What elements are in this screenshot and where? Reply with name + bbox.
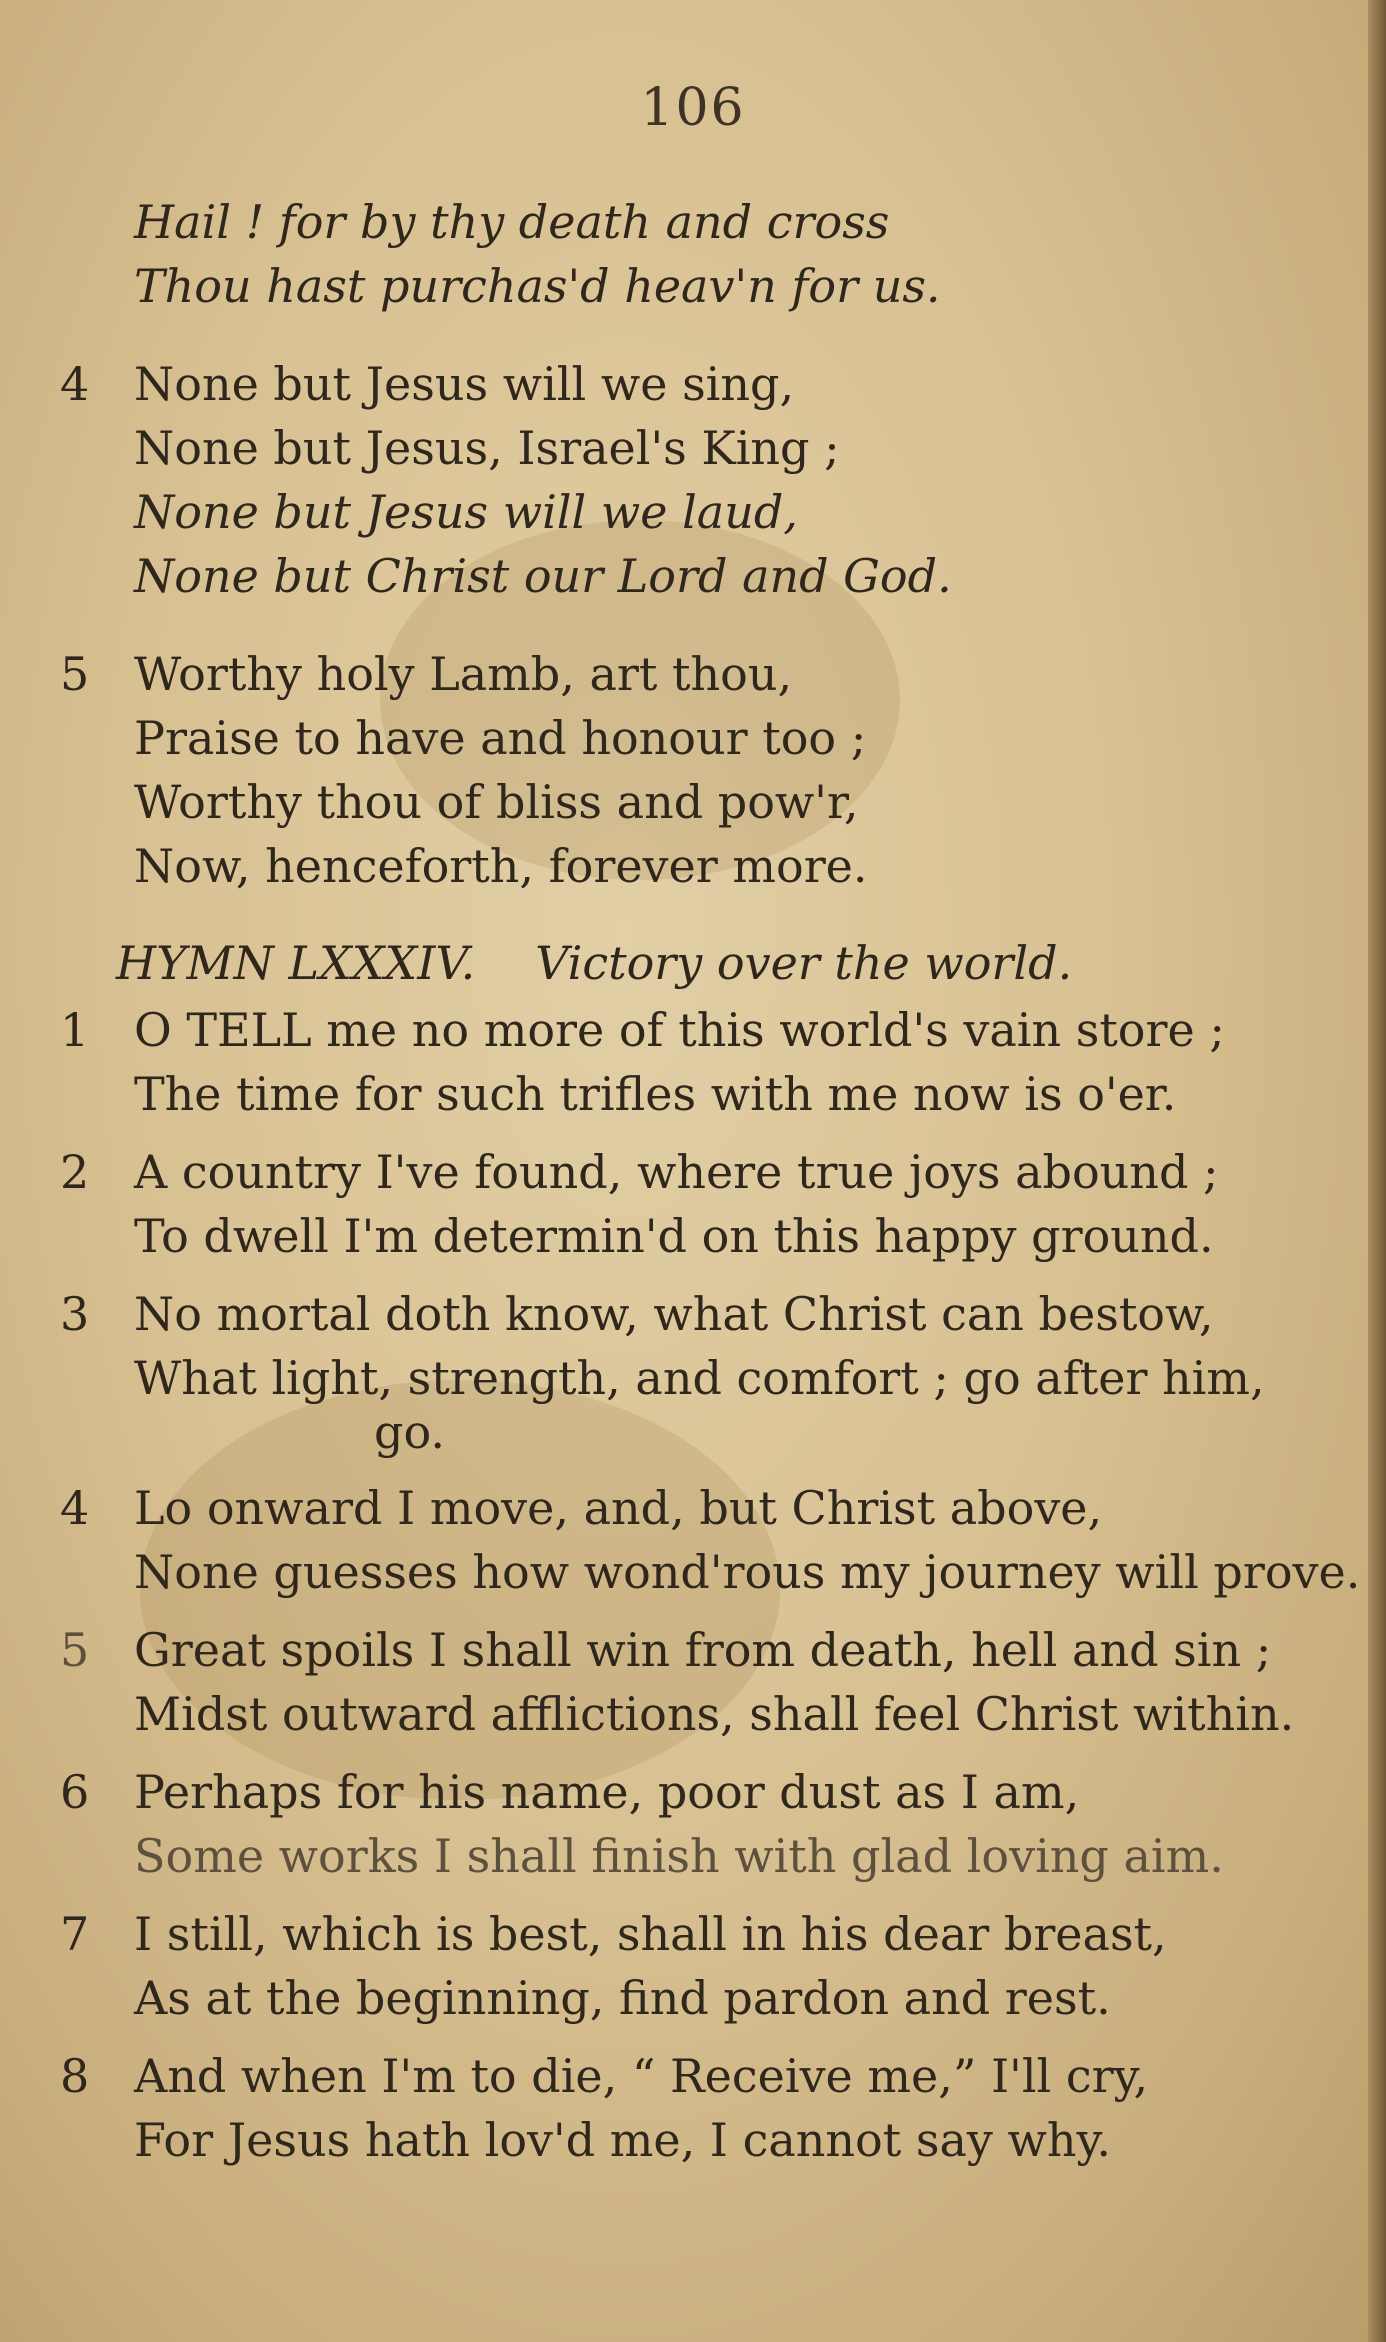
hymn-title: HYMN LXXXIV. — [116, 936, 476, 990]
stanza-number: 4 — [60, 357, 90, 411]
verse-line — [60, 1476, 1360, 1540]
verse-number: 1 — [60, 1003, 90, 1057]
verse-line: For Jesus hath lov'd me, I cannot say why. — [134, 2113, 1111, 2167]
page-edge — [1368, 0, 1386, 2342]
chorus-line: Thou hast purchas'd heav'n for us. — [134, 259, 941, 313]
stanza-line: Worthy thou of bliss and pow'r, — [134, 775, 859, 829]
stanza-line: Now, henceforth, forever more. — [134, 839, 868, 893]
verse-number: 6 — [60, 1765, 90, 1819]
verse-line: None guesses how wond'rous my journey will prove. — [134, 1545, 1361, 1599]
verse-number: 2 — [60, 1145, 90, 1199]
stanza-text: Worthy holy Lamb, art thou, — [134, 647, 793, 701]
stanza-line — [60, 642, 1360, 706]
verse-number: 3 — [60, 1287, 90, 1341]
stanza-line: None but Christ our Lord and God. — [134, 549, 952, 603]
verse-line: What light, strength, and comfort ; go after him, — [134, 1351, 1265, 1405]
verse-line: The time for such trifles with me now is o'er. — [134, 1067, 1177, 1121]
verse-line — [60, 1140, 1360, 1204]
verse-line — [60, 1282, 1360, 1346]
verse-line: To dwell I'm determin'd on this happy ground. — [134, 1209, 1214, 1263]
verse-line — [60, 2044, 1360, 2108]
verse-line: Some works I shall finish with glad loving aim. — [134, 1829, 1224, 1883]
page-number: 106 — [640, 78, 746, 138]
verse-number: 5 — [60, 1623, 90, 1677]
stanza-line — [60, 352, 1360, 416]
verse-text: And when I'm to die, “ Receive me,” I'll cry, — [134, 2049, 1149, 2103]
stanza-text: None but Jesus will we sing, — [134, 357, 795, 411]
verse-text: A country I've found, where true joys abound ; — [134, 1145, 1219, 1199]
hymn-subtitle: Victory over the world. — [535, 936, 1073, 990]
verse-line — [60, 998, 1360, 1062]
verse-text: Perhaps for his name, poor dust as I am, — [134, 1765, 1080, 1819]
verse-text: No mortal doth know, what Christ can bestow, — [134, 1287, 1214, 1341]
verse-text: Great spoils I shall win from death, hell and sin ; — [134, 1623, 1272, 1677]
verse-line — [60, 1760, 1360, 1824]
verse-number: 4 — [60, 1481, 90, 1535]
verse-number: 8 — [60, 2049, 90, 2103]
verse-text: I still, which is best, shall in his dear breast, — [134, 1907, 1167, 1961]
page-text — [60, 190, 1360, 2172]
stanza-line: None but Jesus will we laud, — [134, 485, 798, 539]
hymn-heading — [60, 928, 1360, 998]
verse-line: Midst outward afflictions, shall feel Christ within. — [134, 1687, 1295, 1741]
verse-line: As at the beginning, find pardon and rest. — [134, 1971, 1111, 2025]
verse-number: 7 — [60, 1907, 90, 1961]
verse-line: go. — [374, 1405, 445, 1459]
stanza-number: 5 — [60, 647, 90, 701]
chorus-line: Hail ! for by thy death and cross — [134, 195, 890, 249]
verse-line — [60, 1618, 1360, 1682]
stanza-line: None but Jesus, Israel's King ; — [134, 421, 840, 475]
stanza-line: Praise to have and honour too ; — [134, 711, 867, 765]
verse-text: Lo onward I move, and, but Christ above, — [134, 1481, 1103, 1535]
verse-line — [60, 1902, 1360, 1966]
verse-text: O TELL me no more of this world's vain store ; — [134, 1003, 1225, 1057]
